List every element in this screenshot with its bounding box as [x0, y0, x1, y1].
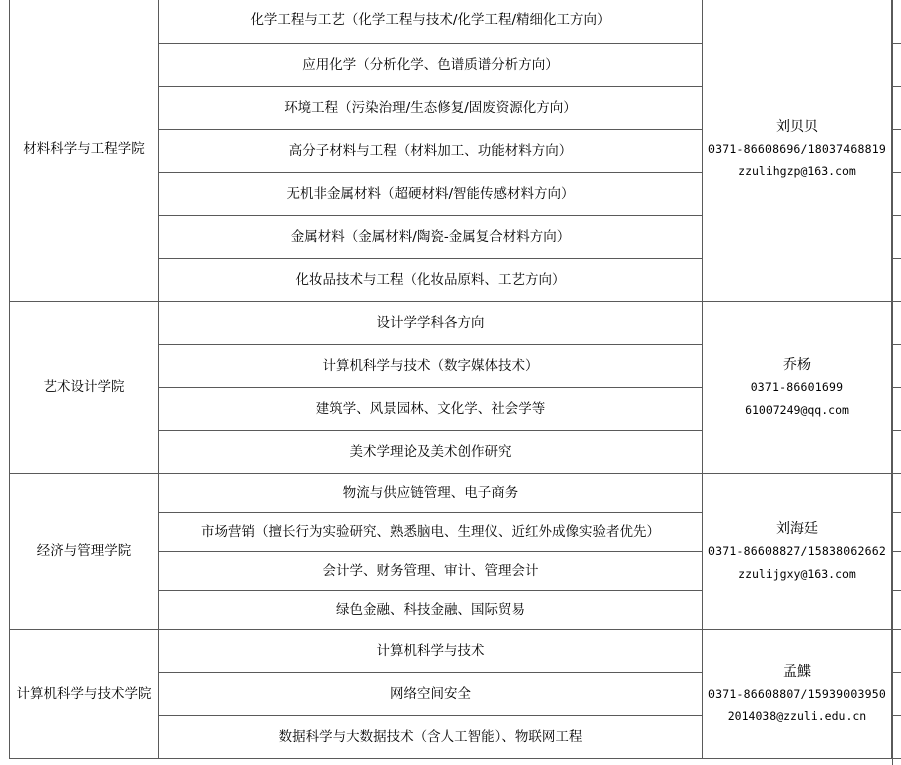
row-gridline: [893, 172, 901, 173]
major-cell: 物流与供应链管理、电子商务: [159, 474, 703, 513]
table-row: [10, 630, 892, 673]
major-cell: 设计学学科各方向: [159, 302, 703, 345]
row-gridline: [893, 551, 901, 552]
contact-cell: [703, 302, 892, 474]
row-gridline: [893, 344, 901, 345]
row-gridline: [893, 86, 901, 87]
contact-name: 刘海廷: [776, 521, 818, 538]
college-cell: 艺术设计学院: [10, 302, 159, 474]
table-row: [10, 0, 892, 44]
college-cell: 计算机科学与技术学院: [10, 630, 159, 759]
major-cell: 化学工程与工艺（化学工程与技术/化学工程/精细化工方向）: [159, 0, 703, 44]
recruitment-table: [9, 0, 892, 759]
contact-name: 刘贝贝: [776, 118, 818, 135]
contact-cell: [703, 474, 892, 630]
row-gridline: [893, 215, 901, 216]
major-cell: 市场营销（擅长行为实验研究、熟悉脑电、生理仪、近红外成像实验者优先）: [159, 513, 703, 552]
row-gridline: [893, 473, 901, 474]
major-cell: 高分子材料与工程（材料加工、功能材料方向）: [159, 130, 703, 173]
row-gridline: [893, 715, 901, 716]
contact-cell: [703, 630, 892, 759]
major-cell: 环境工程（污染治理/生态修复/固废资源化方向）: [159, 87, 703, 130]
row-gridline: [893, 387, 901, 388]
table-row: [10, 302, 892, 345]
row-gridline: [893, 301, 901, 302]
row-gridline: [893, 129, 901, 130]
row-gridline: [893, 512, 901, 513]
table-row: [10, 474, 892, 513]
contact-name: 孟鰈: [783, 663, 811, 680]
row-gridline: [893, 590, 901, 591]
row-gridline: [893, 43, 901, 44]
major-cell: 无机非金属材料（超硬材料/智能传感材料方向）: [159, 173, 703, 216]
contact-phone: 0371-86608696/18037468819: [707, 141, 887, 156]
major-cell: 会计学、财务管理、审计、管理会计: [159, 552, 703, 591]
contact-phone: 0371-86608827/15838062662: [707, 544, 887, 559]
row-gridline: [893, 629, 901, 630]
major-cell: 应用化学（分析化学、色谱质谱分析方向）: [159, 44, 703, 87]
contact-name: 乔杨: [783, 357, 811, 374]
next-column-edge: [892, 0, 901, 765]
contact-email: zzulijgxy@163.com: [738, 566, 856, 581]
major-cell: 建筑学、风景园林、文化学、社会学等: [159, 388, 703, 431]
major-cell: 计算机科学与技术（数字媒体技术）: [159, 345, 703, 388]
major-cell: 网络空间安全: [159, 673, 703, 716]
row-gridline: [893, 258, 901, 259]
contact-phone: 0371-86608807/15939003950: [707, 686, 887, 701]
contact-phone: 0371-86601699: [750, 380, 844, 395]
major-cell: 计算机科学与技术: [159, 630, 703, 673]
contact-email: zzulihgzp@163.com: [738, 164, 856, 179]
college-cell: 材料科学与工程学院: [10, 0, 159, 302]
major-cell: 绿色金融、科技金融、国际贸易: [159, 591, 703, 630]
recruitment-table-sheet: [9, 0, 899, 765]
row-gridline: [893, 758, 901, 759]
row-gridline: [893, 672, 901, 673]
contact-email: 61007249@qq.com: [745, 402, 849, 417]
major-cell: 金属材料（金属材料/陶瓷-金属复合材料方向）: [159, 216, 703, 259]
major-cell: 数据科学与大数据技术（含人工智能）、物联网工程: [159, 716, 703, 759]
major-cell: 美术学理论及美术创作研究: [159, 431, 703, 474]
college-cell: 经济与管理学院: [10, 474, 159, 630]
major-cell: 化妆品技术与工程（化妆品原料、工艺方向）: [159, 259, 703, 302]
row-gridline: [893, 430, 901, 431]
contact-cell: [703, 0, 892, 302]
contact-email: 2014038@zzuli.edu.cn: [727, 709, 867, 724]
